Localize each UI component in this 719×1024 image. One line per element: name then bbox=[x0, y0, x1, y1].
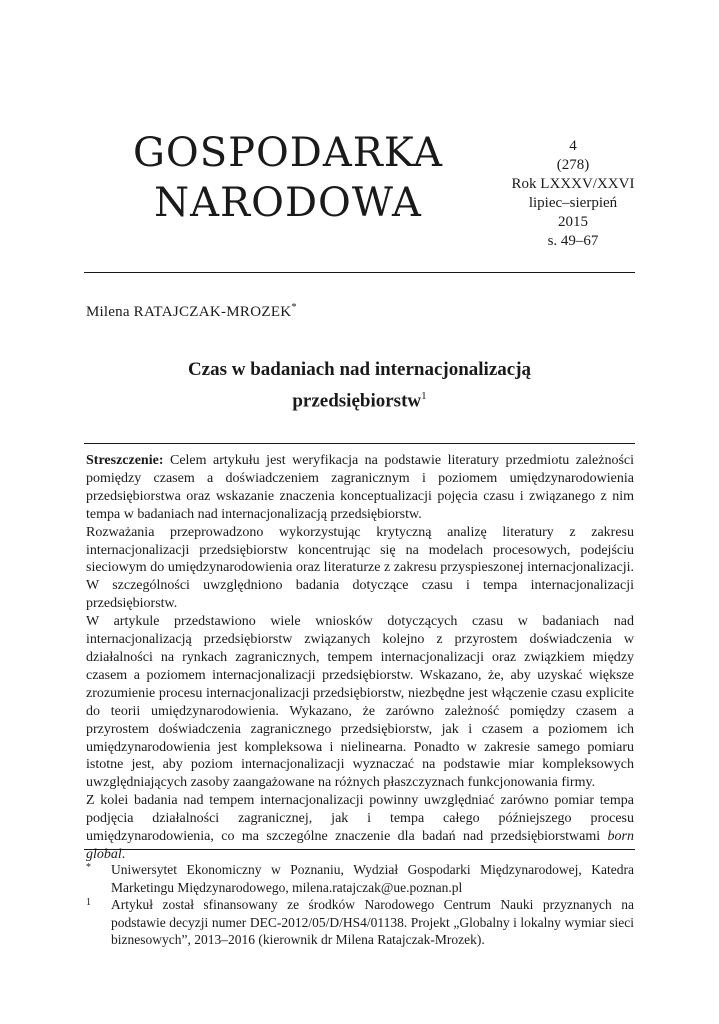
footnote-text: Artykuł został sfinansowany ze środków Narodowego Centrum Nauki przyznanych na podstawie decyzji numer DEC-2012/05/D/HS4/01138. Projekt „Globalny i lokalny wymiar sieci biznesowych”, 2013–2016 (kierownik dr Milena Ratajczak-Mrozek). bbox=[111, 897, 634, 947]
issue-year: 2015 bbox=[558, 214, 588, 230]
issue-months: lipiec–sierpień bbox=[528, 195, 618, 211]
author-first-name: Milena bbox=[86, 304, 130, 320]
abstract-text: . bbox=[121, 846, 126, 862]
author-footnote-mark: * bbox=[291, 302, 297, 313]
author-line bbox=[86, 302, 297, 321]
issue-info bbox=[488, 137, 658, 251]
abstract bbox=[86, 452, 634, 864]
article-title-line1: Czas w badaniach nad internacjonalizacją bbox=[187, 359, 532, 380]
article-title-footnote-mark: 1 bbox=[421, 390, 427, 402]
issue-volume: (278) bbox=[556, 157, 590, 173]
author-surname: RATAJCZAK-MROZEK bbox=[133, 304, 292, 320]
footnote-mark: 1 bbox=[86, 897, 91, 908]
abstract-text: Celem artykułu jest weryfikacja na podstawie literatury przedmiotu zależności pomiędzy czasem a doświadczeniem zagranicznym i poziomem umiędzynarodowienia przedsiębiorstwa oraz wskazanie znaczenia konceptualizacji pojęcia czasu i związanego z nim tempa w badaniach nad internacjonalizacją przedsiębiorstw. bbox=[86, 453, 634, 522]
article-title-line2: przedsiębiorstw bbox=[292, 390, 422, 412]
abstract-text: Z kolei badania nad tempem internacjonalizacji powinny uwzględniać zarówno pomiar tempa podjęcia działalności zagranicznej, jak i tempa całego późniejszego procesu umiędzynarodowienia, co ma szczególne znaczenie dla badań nad przedsiębiorstwami bbox=[86, 793, 634, 845]
abstract-paragraph bbox=[86, 452, 634, 524]
issue-number: 4 bbox=[569, 138, 577, 154]
footnotes bbox=[86, 861, 634, 949]
journal-title bbox=[108, 128, 468, 228]
header-divider bbox=[84, 272, 635, 273]
footnote-affiliation bbox=[86, 861, 634, 896]
journal-title-line1: GOSPODARKA bbox=[132, 130, 444, 176]
footnote-funding bbox=[86, 896, 634, 949]
journal-title-line2: NARODOWA bbox=[154, 180, 422, 226]
footnote-text: Uniwersytet Ekonomiczny w Poznaniu, Wydział Gospodarki Międzynarodowej, Katedra Marketingu Międzynarodowego, milena.ratajczak@ue.poznan.pl bbox=[111, 862, 634, 895]
issue-pages: s. 49–67 bbox=[547, 233, 599, 249]
abstract-label: Streszczenie: bbox=[86, 453, 164, 468]
abstract-divider bbox=[84, 443, 635, 444]
footnote-mark: * bbox=[86, 862, 91, 873]
abstract-paragraph: W artykule przedstawiono wiele wniosków dotyczących czasu w badaniach nad internacjonalizacją przedsiębiorstw związanych kolejno z przyrostem doświadczenia w działalności na rynkach zagranicznych, tempem internacjonalizacji oraz związkiem między czasem a poziomem internacjonalizacji przedsiębiorstw. Wskazano, że, aby uzyskać większe zrozumienie procesu internacjonalizacji przedsiębiorstw, niezbędne jest włączenie czasu explicite do teorii umiędzynarodowienia. Wykazano, że zarówno zależność pomiędzy czasem a przyrostem doświadczenia zagranicznego przedsiębiorstw, jak i czasem a poziomem ich umiędzynarodowienia jest kompleksowa i nielinearna. Ponadto w zakresie samego pomiaru istotne jest, aby poziom internacjonalizacji wyznaczać na podstawie miar kompleksowych uwzględniających zasoby zaangażowane na różnych płaszczyznach funkcjonowania firmy. bbox=[86, 614, 634, 791]
issue-year-roman: Rok LXXXV/XXVI bbox=[511, 176, 635, 192]
abstract-paragraph: Rozważania przeprowadzono wykorzystując krytyczną analizę literatury z zakresu internacjonalizacji przedsiębiorstw koncentrując się na modelach procesowych, podejściu sieciowym do umiędzynarodowienia oraz literaturze z zakresu przyspieszonej internacjonalizacji. W szczególności uwzględniono badania dotyczące czasu i tempa internacjonalizacji przedsiębiorstw. bbox=[86, 524, 634, 612]
article-title bbox=[84, 356, 635, 414]
footnote-divider bbox=[84, 849, 635, 850]
abstract-italic-term: born global bbox=[86, 829, 634, 862]
abstract-paragraph bbox=[86, 792, 634, 864]
